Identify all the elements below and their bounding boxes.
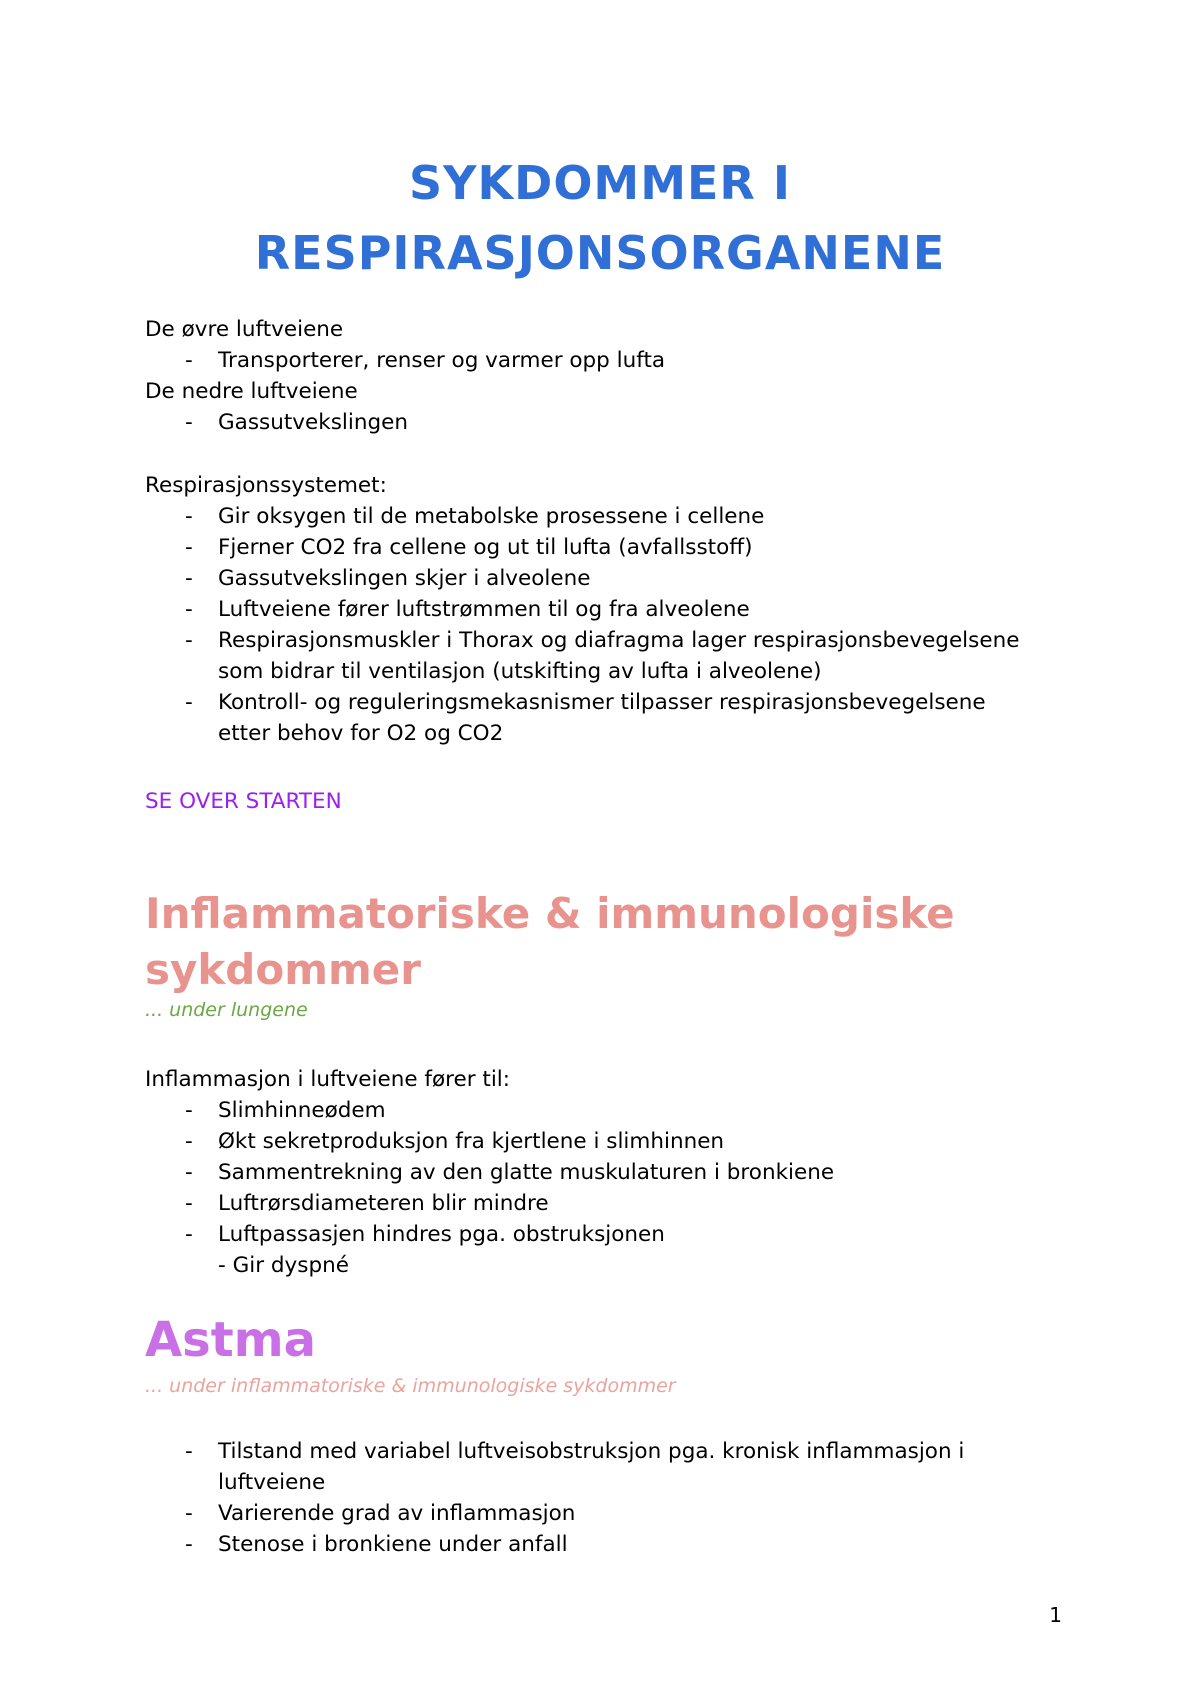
bullet-dash: - <box>185 597 193 622</box>
list-item <box>145 407 665 438</box>
list-item-text-line-2: etter behov for O2 og CO2 <box>218 721 504 746</box>
sub-list-item: - Gir dyspné <box>218 1253 349 1278</box>
list-item <box>145 1529 964 1560</box>
bullet-dash: - <box>185 410 193 435</box>
list-item-text-line-1: Kontroll- og reguleringsmekasnismer tilpasser respirasjonsbevegelsene <box>218 690 986 715</box>
list-item <box>145 1498 964 1529</box>
page-title <box>0 148 1200 288</box>
asthma-caption: ... under inflammatoriske & immunologiske sykdommer <box>145 1375 676 1397</box>
list-item-text: Stenose i bronkiene under anfall <box>218 1532 568 1557</box>
list-item-text: Slimhinneødem <box>218 1098 386 1123</box>
see-start-note: SE OVER STARTEN <box>145 789 342 814</box>
list-item <box>145 625 1019 687</box>
list-item-text: Transporterer, renser og varmer opp lufta <box>218 348 666 373</box>
inflammatory-caption: ... under lungene <box>145 999 308 1021</box>
list-item-text: Luftpassasjen hindres pga. obstruksjonen <box>218 1222 665 1247</box>
bullet-dash: - <box>185 1160 193 1185</box>
list-item-text: Luftrørsdiameteren blir mindre <box>218 1191 549 1216</box>
lower-airways-heading: De nedre luftveiene <box>145 379 358 404</box>
list-item <box>145 1219 834 1250</box>
list-item <box>145 1157 834 1188</box>
list-item-text: Økt sekretproduksjon fra kjertlene i slimhinnen <box>218 1129 725 1154</box>
bullet-dash: - <box>185 1222 193 1247</box>
list-item-text-line-2: som bidrar til ventilasjon (utskifting av lufta i alveolene) <box>218 659 822 684</box>
list-item-text: Varierende grad av inflammasjon <box>218 1501 576 1526</box>
bullet-dash: - <box>185 1129 193 1154</box>
list-item <box>145 1126 834 1157</box>
bullet-dash: - <box>185 1098 193 1123</box>
page-number: 1 <box>1049 1603 1062 1627</box>
bullet-dash: - <box>185 1501 193 1526</box>
bullet-dash: - <box>185 348 193 373</box>
list-item <box>145 345 665 376</box>
list-item-text-line-1: Respirasjonsmuskler i Thorax og diafragma lager respirasjonsbevegelsene <box>218 628 1020 653</box>
list-item-text: Fjerner CO2 fra cellene og ut til lufta (avfallsstoff) <box>218 535 753 560</box>
list-item-text: Luftveiene fører luftstrømmen til og fra alveolene <box>218 597 750 622</box>
list-item <box>145 532 1019 563</box>
inflammatory-heading-line-2: sykdommer <box>145 945 421 994</box>
bullet-dash: - <box>185 1191 193 1216</box>
inflammatory-section <box>145 886 955 1022</box>
asthma-section <box>145 1312 676 1398</box>
bullet-dash: - <box>185 535 193 560</box>
inflammatory-heading <box>145 886 955 998</box>
asthma-list-section <box>145 1436 964 1560</box>
list-item <box>145 1436 964 1498</box>
list-item-text-line-1: Tilstand med variabel luftveisobstruksjon pga. kronisk inflammasjon i <box>218 1439 965 1464</box>
bullet-dash: - <box>185 504 193 529</box>
bullet-dash: - <box>185 1532 193 1557</box>
inflammatory-list-section <box>145 1064 834 1281</box>
bullet-dash: - <box>185 566 193 591</box>
page-title-line-1: SYKDOMMER I <box>409 156 791 210</box>
list-item-text: Gassutvekslingen <box>218 410 408 435</box>
list-item-text: Sammentrekning av den glatte muskulaturen i bronkiene <box>218 1160 835 1185</box>
upper-airways-heading: De øvre luftveiene <box>145 317 344 342</box>
airways-section <box>145 314 665 438</box>
bullet-dash: - <box>185 1439 193 1464</box>
inflammatory-intro: Inflammasjon i luftveiene fører til: <box>145 1067 511 1092</box>
asthma-heading: Astma <box>145 1312 317 1368</box>
list-item-text-line-2: luftveiene <box>218 1470 326 1495</box>
list-item <box>145 501 1019 532</box>
list-item-text: Gir oksygen til de metabolske prosessene i cellene <box>218 504 765 529</box>
list-item <box>145 1188 834 1219</box>
respiratory-system-heading: Respirasjonssystemet: <box>145 473 387 498</box>
page-title-line-2: RESPIRASJONSORGANENE <box>254 226 946 280</box>
list-item <box>145 1095 834 1126</box>
respiratory-system-section <box>145 470 1019 749</box>
bullet-dash: - <box>185 690 193 715</box>
list-item <box>145 594 1019 625</box>
list-item-text: Gassutvekslingen skjer i alveolene <box>218 566 591 591</box>
list-item <box>145 563 1019 594</box>
bullet-dash: - <box>185 628 193 653</box>
list-item <box>145 687 1019 749</box>
inflammatory-heading-line-1: Inflammatoriske & immunologiske <box>145 889 955 938</box>
